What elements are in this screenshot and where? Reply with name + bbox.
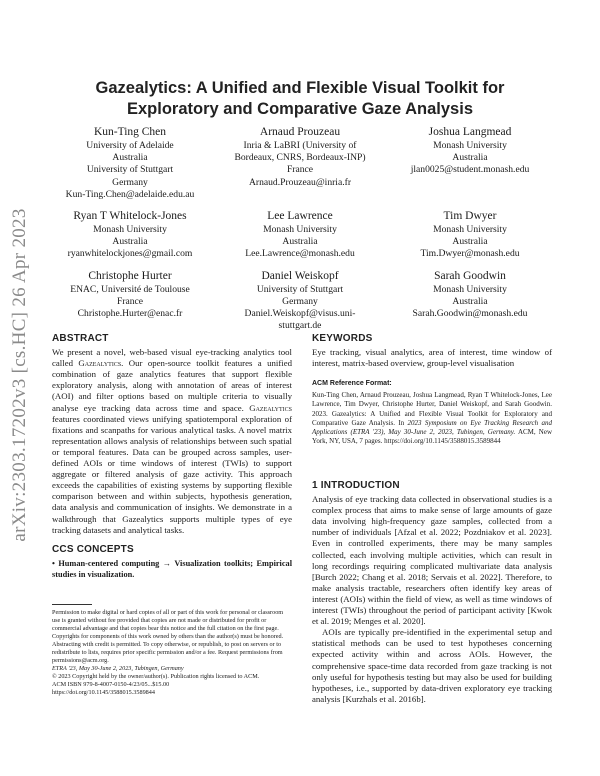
author-affiliation: France (286, 164, 314, 176)
author-name: Christophe Hurter (88, 269, 172, 282)
author-affiliation: Bordeaux, CNRS, Bordeaux-INP) (234, 152, 366, 164)
permission-block (52, 604, 292, 697)
permission-text: Permission to make digital or hard copies of all or part of this work for personal or classroom use is granted without fee provided that copies are not made or distributed for profit or commercial advantage and that copies bear this notice and the full citation on the first page. Copyrights for components of this work owned by others than the author(s) must be honored. Abstracting with credit is permitted. To copy otherwise, or republish, to post on servers or to redistribute to lists, requires prior specific permission and/or a fee. Request permissions from permissions@acm.org. (52, 609, 284, 664)
author-email: Christophe.Hurter@enac.fr (77, 308, 183, 320)
author (220, 125, 380, 201)
author (50, 125, 210, 201)
author-affiliation: Australia (452, 295, 488, 307)
author-affiliation: Monash University (263, 224, 337, 236)
author (220, 209, 380, 261)
ccs-section (52, 544, 292, 580)
author-name: Arnaud Prouzeau (259, 126, 341, 138)
author-affiliation: Monash University (93, 224, 167, 236)
author-email: jlan0025@student.monash.edu (410, 164, 530, 176)
author-email: Daniel.Weiskopf@visus.uni- (244, 308, 356, 320)
abstract-text: We present a novel, web-based visual eye-tracking analytics tool called Gazealytics. Our open-source toolkit features a unified combination of gaze analytics features that support flexible exploratory analysis, along with annotation of areas of interest (AOI) and filter options based on multiple criteria to visually analyse eye tracking data across time and space. Gazealytics features coordinated views unifying spatiotemporal exploration of fixations and scanpaths for various analytical tasks. A novel matrix representation allows analysis of relationships between such spatial or temporal features. Data can be grouped across samples, user-defined AOIs or time windows of interest (TWIs) to support aggregate or filtered analysis of gaze activity. This approach exceeds the capabilities of existing systems by supporting flexible comparison between and within subjects, hypothesis generation, data analysis and communication of insights. We demonstrate in a walkthrough that Gazealytics supports multiple types of eye tracking datasets and analytical tasks. (52, 347, 293, 535)
author-email: Lee.Lawrence@monash.edu (245, 248, 355, 260)
keywords-heading: KEYWORDS (312, 333, 373, 344)
author-affiliation: Australia (112, 152, 148, 164)
author-affiliation: Australia (452, 236, 488, 248)
author-email: Tim.Dwyer@monash.edu (420, 248, 520, 260)
author-affiliation: Germany (282, 295, 318, 307)
title-line-2: Exploratory and Comparative Gaze Analysis (126, 100, 473, 118)
abstract-section (52, 333, 292, 536)
author-affiliation: Monash University (433, 283, 507, 295)
author-email: ryanwhitelockjones@gmail.com (67, 248, 193, 260)
author-name: Lee Lawrence (267, 210, 333, 223)
introduction-paragraph-2: AOIs are typically pre-identified in the experimental setup and statistical methods can be used to test hypotheses concerning expected activity within and across AOIs. However, the comprehensive space-time data recorded from gaze tracking is not only useful for hypothesis testing but may also be used for building hypotheses, i.e., supported by data-driven exploratory eye tracking analysis [Kurzhals et al. 2016b]. (312, 627, 552, 704)
acm-reference (312, 378, 552, 446)
introduction-heading: 1 INTRODUCTION (312, 480, 400, 491)
author-affiliation: Monash University (433, 224, 507, 236)
author-affiliation: Australia (112, 236, 148, 248)
introduction-section (312, 480, 552, 705)
author (50, 269, 210, 333)
author-name: Tim Dwyer (443, 210, 497, 223)
ccs-heading: CCS CONCEPTS (52, 544, 134, 555)
author-affiliation: Australia (452, 152, 488, 164)
author-name: Kun-Ting Chen (93, 126, 167, 138)
acm-reference-text: Kun-Ting Chen, Arnaud Prouzeau, Joshua Langmead, Ryan T Whitelock-Jones, Lee Lawrence, Tim Dwyer, Christophe Hurter, Daniel Weiskopf, and Sarah Goodwin. 2023. Gazealytics: A Unified and Flexible Visual Toolkit for Exploratory and Comparative Gaze Analysis. In 2023 Symposium on Eye Tracking Research and Applications (ETRA '23), May 30-June 2, 2023, Tubingen, Germany. ACM, New York, NY, USA, 7 pages. https://doi.org/10.1145/3588015.3589844 (312, 391, 553, 446)
arxiv-stamp: arXiv:2303.17202v3 [cs.HC] 26 Apr 2023 (9, 208, 30, 542)
author (390, 209, 550, 261)
author (390, 269, 550, 333)
author (220, 269, 380, 333)
keywords-section (312, 333, 552, 369)
author (390, 125, 550, 201)
keywords-text: Eye tracking, visual analytics, area of interest, time window of interest, matrix-based overview, group-level visualisation (312, 347, 552, 369)
ccs-concepts: • Human-centered computing → Visualization toolkits; Empirical studies in visualization. (52, 559, 292, 580)
permission-doi[interactable]: https://doi.org/10.1145/3588015.3589844 (52, 689, 155, 696)
author-affiliation: Germany (112, 176, 148, 188)
author-affiliation: Monash University (433, 140, 507, 151)
permission-isbn: ACM ISBN 979-8-4007-0150-4/23/05...$15.00 (52, 681, 170, 688)
author-row-1 (50, 125, 550, 201)
author-affiliation: Australia (282, 236, 318, 248)
author-affiliation: France (116, 295, 144, 307)
author (50, 209, 210, 261)
footnote-rule (52, 604, 92, 605)
paper-title (60, 78, 540, 120)
author-email: stuttgart.de (278, 320, 322, 332)
author-email: Arnaud.Prouzeau@inria.fr (248, 176, 352, 188)
author-row-3 (50, 269, 550, 333)
permission-copyright: © 2023 Copyright held by the owner/author(s). Publication rights licensed to ACM. (52, 673, 260, 680)
author-affiliation: Inria & LaBRI (University of (243, 140, 357, 151)
introduction-paragraph-1: Analysis of eye tracking data collected in observational studies is a complex process that aims to make sense of large amounts of gaze data involving high-frequency gaze samples, collected from a number of individuals [Afzal et al. 2022; Pozdniakov et al. 2023]. Even in controlled experiments, there may be many samples collected, each involving multiple activities, which can result in long recordings requiring complicated multivariate data analysis [Burch 2022; Chang et al. 2018; Servais et al. 2022]. Therefore, to make analysis tractable, researchers often identify key areas of interest (AOIs) within the field of view, as well as time windows of interest (TWIs) throughout the period of participant activity [Kwok et al. 2019; Menges et al. 2020]. (312, 494, 552, 627)
author-affiliation: ENAC, Université de Toulouse (70, 283, 190, 295)
author-affiliation: University of Stuttgart (86, 164, 174, 176)
title-line-1: Gazealytics: A Unified and Flexible Visual Toolkit for (95, 79, 505, 97)
acm-reference-heading: ACM Reference Format: (312, 380, 392, 387)
permission-venue: ETRA '23, May 30-June 2, 2023, Tubingen, Germany (52, 665, 184, 672)
author-email: Sarah.Goodwin@monash.edu (412, 308, 528, 320)
author-name: Daniel Weiskopf (261, 269, 339, 282)
author-name: Ryan T Whitelock-Jones (73, 210, 187, 223)
author-name: Sarah Goodwin (434, 269, 506, 282)
author-affiliation: University of Stuttgart (256, 283, 344, 295)
author-email: Kun-Ting.Chen@adelaide.edu.au (65, 188, 195, 200)
author-affiliation: University of Adelaide (86, 140, 174, 151)
author-row-2 (50, 209, 550, 261)
abstract-heading: ABSTRACT (52, 333, 109, 344)
author-block (50, 125, 550, 340)
author-name: Joshua Langmead (428, 126, 512, 138)
